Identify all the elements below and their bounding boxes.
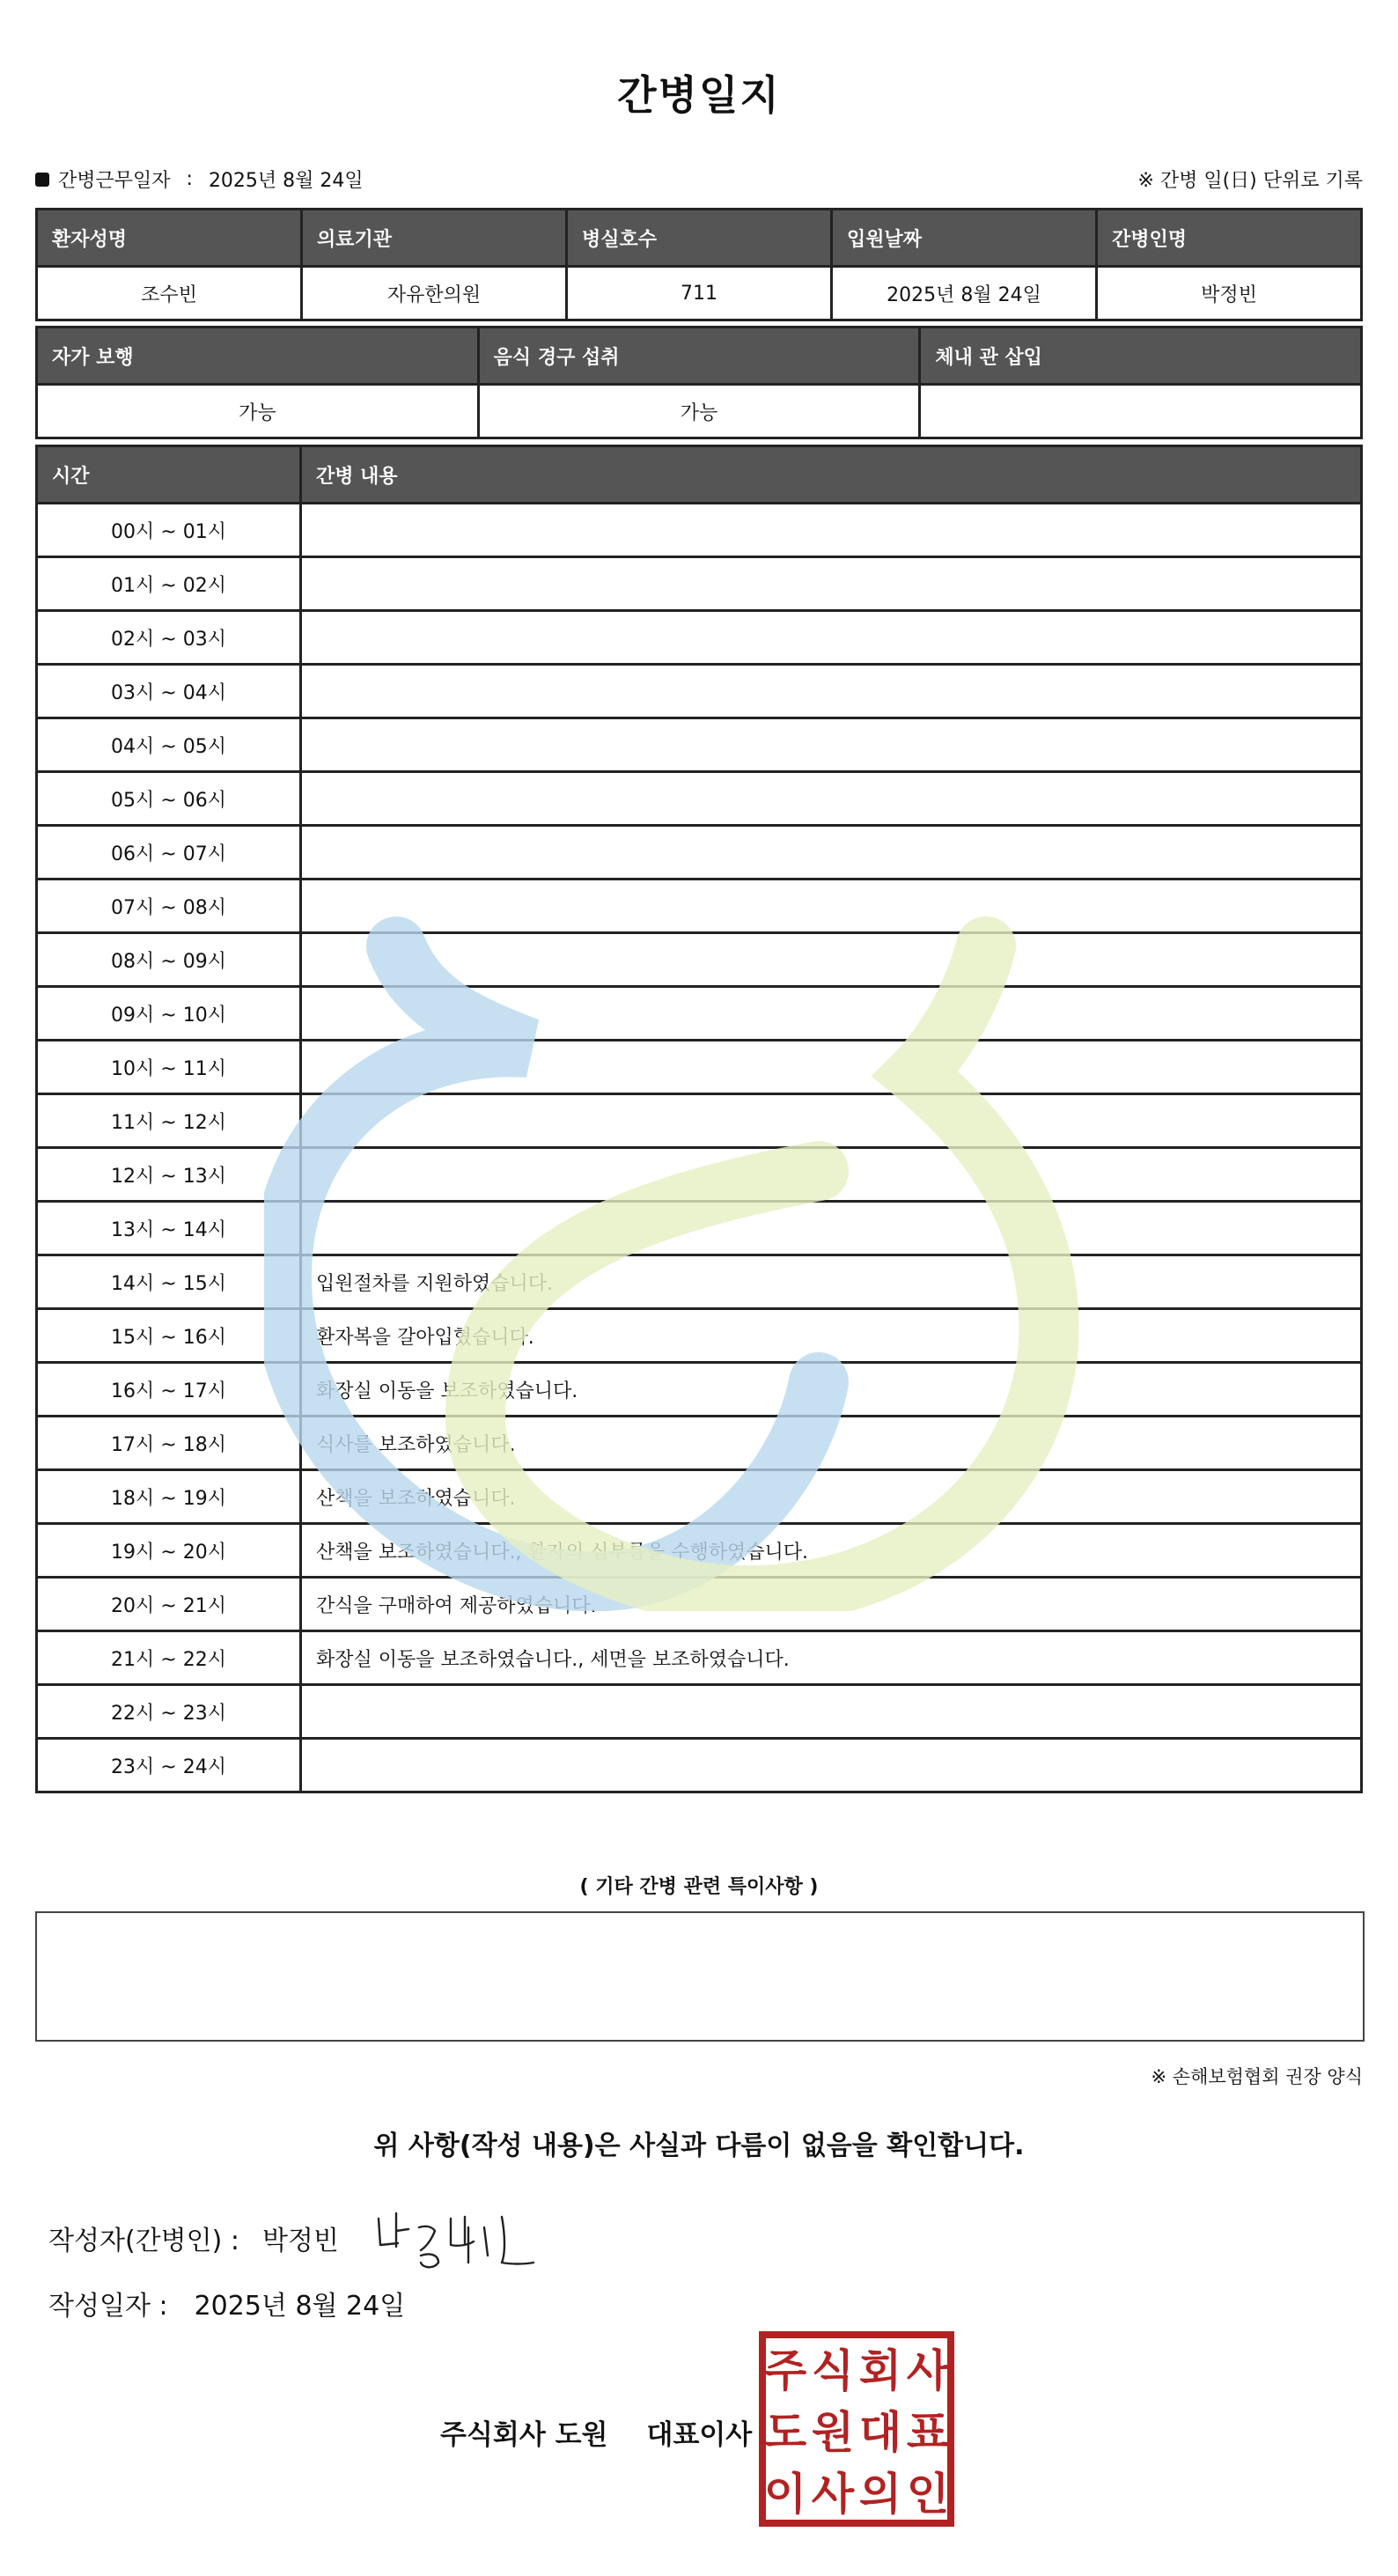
table-row bbox=[37, 933, 1362, 987]
table-row bbox=[37, 987, 1362, 1041]
time-cell: 03시 ~ 04시 bbox=[37, 665, 301, 718]
table-row bbox=[37, 1255, 1362, 1309]
table-row bbox=[37, 1094, 1362, 1148]
table-row bbox=[37, 1041, 1362, 1094]
care-content-cell bbox=[301, 1094, 1362, 1148]
writer-row bbox=[48, 2219, 339, 2257]
table-row bbox=[37, 665, 1362, 718]
care-content-cell: 환자복을 갈아입혔습니다. bbox=[301, 1309, 1362, 1363]
seal-character: 회 bbox=[858, 2345, 902, 2396]
care-content-cell: 산책을 보조하였습니다., 환자의 심부름을 수행하였습니다. bbox=[301, 1524, 1362, 1578]
table-row bbox=[37, 1631, 1362, 1685]
time-cell: 21시 ~ 22시 bbox=[37, 1631, 301, 1685]
duty-date-label: 간병근무일자 bbox=[58, 170, 171, 192]
room-cell: 711 bbox=[567, 267, 832, 320]
table-row bbox=[37, 1578, 1362, 1631]
unit-note: ※ 간병 일(日) 단위로 기록 bbox=[1137, 170, 1363, 192]
notes-box bbox=[35, 1911, 1365, 2042]
written-date-value: 2025년 8월 24일 bbox=[194, 2291, 406, 2322]
care-content-cell bbox=[301, 1685, 1362, 1739]
writer-name: 박정빈 bbox=[261, 2226, 339, 2256]
header-room: 병실호수 bbox=[567, 210, 832, 267]
hospital-cell: 자유한의원 bbox=[302, 267, 567, 320]
header-walking: 자가 보행 bbox=[37, 328, 479, 385]
table-row bbox=[37, 1685, 1362, 1739]
care-content-cell bbox=[301, 557, 1362, 611]
seal-character: 원 bbox=[811, 2407, 855, 2458]
care-content-cell bbox=[301, 880, 1362, 933]
header-hospital: 의료기관 bbox=[302, 210, 567, 267]
duty-date-row bbox=[35, 166, 364, 193]
time-cell: 11시 ~ 12시 bbox=[37, 1094, 301, 1148]
written-date-row bbox=[48, 2284, 405, 2322]
company-signature bbox=[440, 2412, 752, 2452]
care-content-cell: 식사를 보조하였습니다. bbox=[301, 1417, 1362, 1470]
table-row bbox=[37, 504, 1362, 557]
care-content-cell bbox=[301, 1202, 1362, 1255]
care-content-cell bbox=[301, 826, 1362, 880]
care-log-table bbox=[35, 445, 1363, 1793]
time-cell: 20시 ~ 21시 bbox=[37, 1578, 301, 1631]
written-date-label: 작성일자 : bbox=[48, 2291, 168, 2322]
care-content-cell bbox=[301, 611, 1362, 665]
time-cell: 17시 ~ 18시 bbox=[37, 1417, 301, 1470]
duty-date-value: 2025년 8월 24일 bbox=[208, 170, 364, 192]
patient-info-table bbox=[35, 208, 1363, 321]
time-cell: 18시 ~ 19시 bbox=[37, 1470, 301, 1524]
care-content-cell: 산책을 보조하였습니다. bbox=[301, 1470, 1362, 1524]
seal-character: 이 bbox=[763, 2469, 807, 2520]
header-care-content: 간병 내용 bbox=[301, 446, 1362, 504]
care-content-cell: 화장실 이동을 보조하였습니다., 세면을 보조하였습니다. bbox=[301, 1631, 1362, 1685]
table-row bbox=[37, 1739, 1362, 1792]
notes-label: ( 기타 간병 관련 특이사항 ) bbox=[579, 1876, 819, 1898]
time-cell: 09시 ~ 10시 bbox=[37, 987, 301, 1041]
table-row bbox=[37, 880, 1362, 933]
seal-character: 대 bbox=[858, 2407, 902, 2458]
table-row bbox=[37, 1470, 1362, 1524]
seal-character: 인 bbox=[906, 2469, 950, 2520]
table-row bbox=[37, 1363, 1362, 1417]
duty-date-separator: : bbox=[186, 168, 193, 190]
patient-status-table bbox=[35, 326, 1363, 439]
table-row bbox=[37, 772, 1362, 826]
admission-date-cell: 2025년 8월 24일 bbox=[832, 267, 1097, 320]
care-content-cell: 화장실 이동을 보조하였습니다. bbox=[301, 1363, 1362, 1417]
table-row bbox=[37, 1309, 1362, 1363]
writer-label: 작성자(간병인) : bbox=[48, 2226, 239, 2256]
time-cell: 22시 ~ 23시 bbox=[37, 1685, 301, 1739]
care-content-cell bbox=[301, 933, 1362, 987]
time-cell: 13시 ~ 14시 bbox=[37, 1202, 301, 1255]
company-name: 주식회사 도원 bbox=[440, 2419, 608, 2451]
care-content-cell bbox=[301, 1739, 1362, 1792]
care-content-cell bbox=[301, 1041, 1362, 1094]
company-seal-stamp bbox=[759, 2331, 954, 2527]
table-row bbox=[37, 826, 1362, 880]
table-row bbox=[37, 557, 1362, 611]
care-content-cell: 간식을 구매하여 제공하였습니다. bbox=[301, 1578, 1362, 1631]
time-cell: 07시 ~ 08시 bbox=[37, 880, 301, 933]
time-cell: 08시 ~ 09시 bbox=[37, 933, 301, 987]
time-cell: 06시 ~ 07시 bbox=[37, 826, 301, 880]
care-content-cell bbox=[301, 665, 1362, 718]
seal-character: 사 bbox=[811, 2469, 855, 2520]
time-cell: 02시 ~ 03시 bbox=[37, 611, 301, 665]
form-footnote: ※ 손해보험협회 권장 양식 bbox=[1151, 2066, 1363, 2087]
header-admission-date: 입원날짜 bbox=[832, 210, 1097, 267]
seal-character: 도 bbox=[763, 2407, 807, 2458]
table-row bbox=[37, 1417, 1362, 1470]
care-content-cell bbox=[301, 987, 1362, 1041]
oral-intake-cell: 가능 bbox=[478, 385, 920, 438]
seal-character: 사 bbox=[906, 2345, 950, 2396]
table-row bbox=[37, 1524, 1362, 1578]
time-cell: 00시 ~ 01시 bbox=[37, 504, 301, 557]
time-cell: 23시 ~ 24시 bbox=[37, 1739, 301, 1792]
caregiver-cell: 박정빈 bbox=[1097, 267, 1362, 320]
patient-name-cell: 조수빈 bbox=[37, 267, 302, 320]
time-cell: 05시 ~ 06시 bbox=[37, 772, 301, 826]
table-row bbox=[37, 1148, 1362, 1202]
tube-cell bbox=[920, 385, 1362, 438]
care-content-cell bbox=[301, 718, 1362, 772]
time-cell: 14시 ~ 15시 bbox=[37, 1255, 301, 1309]
table-row bbox=[37, 611, 1362, 665]
table-row bbox=[37, 718, 1362, 772]
care-content-cell bbox=[301, 772, 1362, 826]
handwritten-signature bbox=[370, 2201, 546, 2271]
bullet-square-icon bbox=[35, 173, 49, 187]
table-row bbox=[37, 1202, 1362, 1255]
seal-character: 표 bbox=[906, 2407, 950, 2458]
time-cell: 04시 ~ 05시 bbox=[37, 718, 301, 772]
care-content-cell bbox=[301, 504, 1362, 557]
time-cell: 19시 ~ 20시 bbox=[37, 1524, 301, 1578]
header-oral-intake: 음식 경구 섭취 bbox=[478, 328, 920, 385]
company-title: 대표이사 bbox=[646, 2419, 753, 2451]
seal-character: 식 bbox=[811, 2345, 855, 2396]
header-time: 시간 bbox=[37, 446, 301, 504]
header-patient-name: 환자성명 bbox=[37, 210, 302, 267]
time-cell: 16시 ~ 17시 bbox=[37, 1363, 301, 1417]
care-content-cell: 입원절차를 지원하였습니다. bbox=[301, 1255, 1362, 1309]
seal-character: 주 bbox=[763, 2345, 807, 2396]
walking-cell: 가능 bbox=[37, 385, 479, 438]
confirmation-statement: 위 사항(작성 내용)은 사실과 다름이 없음을 확인합니다. bbox=[373, 2131, 1025, 2161]
seal-character: 의 bbox=[858, 2469, 902, 2520]
time-cell: 10시 ~ 11시 bbox=[37, 1041, 301, 1094]
care-content-cell bbox=[301, 1148, 1362, 1202]
document-title: 간병일지 bbox=[617, 71, 781, 119]
time-cell: 01시 ~ 02시 bbox=[37, 557, 301, 611]
time-cell: 15시 ~ 16시 bbox=[37, 1309, 301, 1363]
header-caregiver: 간병인명 bbox=[1097, 210, 1362, 267]
time-cell: 12시 ~ 13시 bbox=[37, 1148, 301, 1202]
header-tube: 체내 관 삽입 bbox=[920, 328, 1362, 385]
